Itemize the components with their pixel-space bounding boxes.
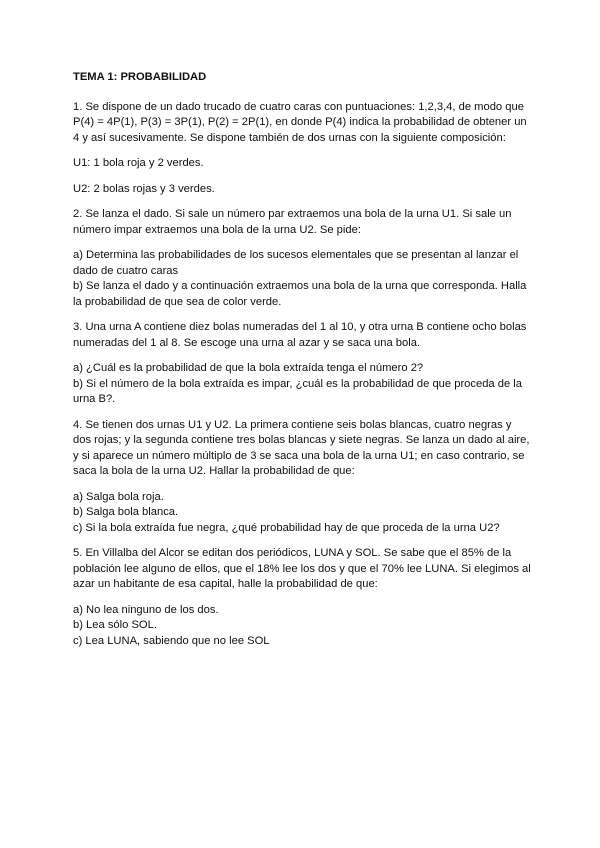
text-line: 3. Una urna A contiene diez bolas numeradas del 1 al 10, y otra urna B contiene ocho bolas	[73, 321, 527, 333]
text-line: a) Salga bola roja.	[73, 490, 164, 503]
text-line: saca la bola de la urna U2. Hallar la probabilidad de que:	[73, 465, 355, 477]
text-line: urna B?.	[73, 393, 116, 405]
problem-2-questions	[73, 248, 535, 310]
problem-5-statement	[73, 546, 535, 593]
problem-4-statement	[73, 418, 535, 480]
text-line: b) Si el número de la bola extraída es impar, ¿cuál es la probabilidad de que proceda de la	[73, 377, 523, 390]
urn-u1-composition	[73, 156, 535, 172]
problem-3-questions	[73, 361, 535, 408]
text-line: dos rojas; y la segunda contiene tres bolas blancas y siete negras. Se lanza un dado al aire,	[73, 434, 530, 446]
text-line: 1. Se dispone de un dado trucado de cuatro caras con puntuaciones: 1,2,3,4, de modo que	[73, 100, 524, 113]
text-line: 4. Se tienen dos urnas U1 y U2. La primera contiene seis bolas blancas, cuatro negras y	[73, 418, 512, 431]
text-line: a) No lea ninguno de los dos.	[73, 603, 219, 616]
text-line: población lee alguno de ellos, que el 18% lee los dos y que el 70% lee LUNA. Si elegimos al	[73, 562, 531, 575]
urn-u2-composition	[73, 182, 535, 198]
text-line: la probabilidad de que sea de color verde.	[73, 295, 282, 308]
text-line: a) ¿Cuál es la probabilidad de que la bola extraída tenga el número 2?	[73, 362, 424, 374]
text-line: U1: 1 bola roja y 2 verdes.	[73, 157, 204, 169]
text-line: U2: 2 bolas rojas y 3 verdes.	[73, 182, 215, 195]
text-line: 4 y así sucesivamente. Se dispone también de dos urnas con la siguiente composición:	[73, 131, 506, 144]
problem-2-statement	[73, 207, 535, 238]
text-line: P(4) = 4P(1), P(3) = 3P(1), P(2) = 2P(1), en donde P(4) indica la probabilidad de obtener un	[73, 116, 527, 128]
text-line: c) Si la bola extraída fue negra, ¿qué probabilidad hay de que proceda de la urna U2?	[73, 521, 500, 534]
text-line: numeradas del 1 al 8. Se escoge una urna al azar y se saca una bola.	[73, 336, 421, 349]
problem-5-questions	[73, 603, 535, 650]
document-content	[73, 70, 535, 659]
text-line: 2. Se lanza el dado. Si sale un número par extraemos una bola de la urna U1. Si sale un	[73, 208, 512, 220]
problem-3-statement	[73, 320, 535, 351]
text-line: b) Salga bola blanca.	[73, 506, 179, 518]
text-line: número impar extraemos una bola de la urna U2. Se pide:	[73, 223, 361, 236]
text-line: c) Lea LUNA, sabiendo que no lee SOL	[73, 634, 270, 647]
text-line: b) Se lanza el dado y a continuación extraemos una bola de la urna que corresponda. Halla	[73, 280, 527, 292]
text-line: a) Determina las probabilidades de los sucesos elementales que se presentan al lanzar el	[73, 249, 519, 261]
document-title: TEMA 1: PROBABILIDAD	[73, 71, 207, 83]
text-line: dado de cuatro caras	[73, 264, 179, 277]
text-line: b) Lea sólo SOL.	[73, 619, 157, 631]
text-line: azar un habitante de esa capital, halle la probabilidad de que:	[73, 578, 378, 590]
text-line: y si aparece un número múltiplo de 3 se saca una bola de la urna U1; en caso contrario, se	[73, 449, 525, 462]
problem-4-questions	[73, 490, 535, 537]
problem-1-statement	[73, 100, 535, 147]
text-line: 5. En Villalba del Alcor se editan dos periódicos, LUNA y SOL. Se sabe que el 85% de la	[73, 547, 512, 559]
